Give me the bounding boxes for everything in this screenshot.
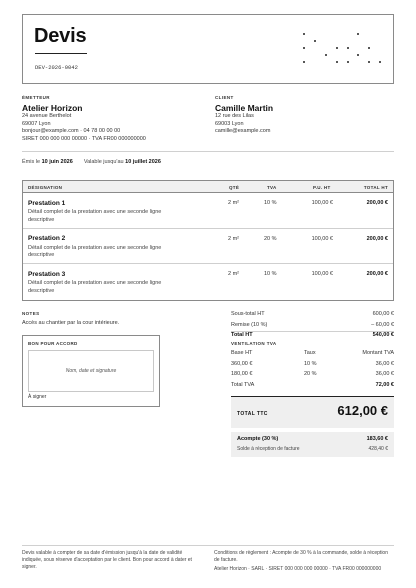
header-unit-price: P.U. HT (313, 184, 331, 190)
vat-amount: 36,00 € (375, 361, 394, 367)
emitter-address-line2: 69007 Lyon (22, 120, 51, 127)
item-unit-price: 100,00 € (311, 271, 333, 277)
header-total: TOTAL HT (363, 184, 388, 190)
emitter-address-line1: 24 avenue Berthelot (22, 113, 72, 119)
footer-validity: Devis valable à compter de sa date d'émission jusqu'à la date de validité indiquée, sous réserve d'acceptation par le client. Bon pour accord à dater et signer. (22, 550, 192, 571)
document-title: Devis (34, 25, 87, 47)
item-total: 200,00 € (366, 235, 388, 242)
vat-breakdown-label: VENTILATION TVA (231, 341, 277, 346)
item-description: Détail complet de la prestation avec une seconde ligne descriptive (28, 209, 162, 223)
dates-line (22, 159, 161, 165)
item-description: Détail complet de la prestation avec une seconde ligne descriptive (28, 280, 162, 294)
footer-terms-block (214, 550, 394, 574)
table-row (23, 264, 393, 300)
balance-value: 428,40 € (368, 446, 388, 452)
decor-dot (303, 33, 305, 35)
document-reference: DEV-2026-0042 (35, 64, 78, 71)
total-ttc-box (231, 396, 394, 428)
vat-base: 360,00 € (231, 361, 253, 367)
decor-dot (379, 61, 381, 63)
total-ht-row (231, 331, 394, 341)
signature-field[interactable] (28, 350, 154, 392)
table-row (23, 193, 393, 229)
decor-dot (357, 33, 359, 35)
footer-divider (22, 545, 394, 546)
signature-hint: Nom, date et signature (65, 368, 117, 374)
footer-payment-terms: Conditions de règlement : Acompte de 30 % à la commande, solde à réception de facture. (214, 550, 388, 564)
vat-base: 180,00 € (231, 371, 253, 377)
decor-dot (368, 47, 370, 49)
item-vat: 10 % (264, 200, 277, 206)
deposit-box (231, 432, 394, 457)
signature-status: À signer (28, 394, 47, 400)
decor-dot (336, 47, 338, 49)
discount-value: – 60,00 € (371, 322, 394, 328)
deposit-label: Acompte (30 %) (237, 436, 279, 442)
vat-amount: 36,00 € (375, 371, 394, 377)
decor-dot (336, 61, 338, 63)
vat-header-rate: Taux (304, 350, 316, 356)
total-vat-label: Total TVA (231, 382, 255, 388)
client-block (215, 95, 395, 136)
emitter-block (22, 95, 202, 143)
item-vat: 20 % (264, 235, 277, 242)
table-header (23, 181, 393, 193)
subtotal-value: 600,00 € (372, 311, 394, 317)
subtotal-label: Sous-total HT (231, 311, 265, 317)
valid-date: 10 juillet 2026 (125, 159, 161, 165)
valid-prefix: Valable jusqu'au (83, 159, 124, 165)
item-unit-price: 100,00 € (311, 235, 333, 242)
vat-rate: 20 % (304, 371, 317, 377)
section-divider (22, 151, 394, 152)
decor-dot (314, 40, 316, 42)
issued-date: 10 juin 2026 (41, 159, 73, 165)
item-total: 200,00 € (366, 271, 388, 277)
header-designation: DÉSIGNATION (28, 184, 63, 190)
total-ttc-value: 612,00 € (337, 403, 388, 418)
item-qty: 2 m² (228, 271, 239, 277)
issued-prefix: Émis le (22, 159, 41, 165)
notes-text: Accès au chantier par la cour intérieure. (22, 320, 120, 326)
decor-dot (325, 54, 327, 56)
vat-header-amount: Montant TVA (362, 350, 394, 356)
subtotal-row (231, 310, 394, 320)
total-vat-value: 72,00 € (375, 382, 394, 388)
item-qty: 2 m² (228, 235, 239, 242)
total-vat-row (231, 381, 394, 391)
client-email: camille@example.com (215, 128, 271, 135)
notes-label: NOTES (22, 311, 40, 316)
footer-company-ids: Atelier Horizon · SARL · SIRET 000 000 000 00000 · TVA FR00 000000000 (214, 566, 382, 573)
total-ttc-label: TOTAL TTC (237, 411, 268, 417)
discount-label: Remise (10 %) (231, 322, 268, 328)
item-name: Prestation 3 (28, 270, 66, 278)
client-address-line2: 69003 Lyon (215, 120, 244, 127)
balance-label: Solde à réception de facture (237, 446, 300, 452)
total-ht-value: 540,00 € (372, 332, 394, 338)
decor-dot (368, 61, 370, 63)
document-header (22, 14, 394, 84)
client-address-line1: 12 rue des Lilas (215, 113, 254, 119)
decor-dot (347, 47, 349, 49)
emitter-name: Atelier Horizon (22, 103, 83, 113)
decorative-dot-grid (301, 31, 387, 71)
emitter-label: ÉMETTEUR (22, 95, 50, 100)
items-table (22, 180, 394, 301)
vat-rate: 10 % (304, 361, 317, 367)
header-qty: QTÉ (229, 184, 240, 190)
total-ht-label: Total HT (231, 332, 253, 338)
client-name: Camille Martin (215, 103, 274, 113)
agreement-box (22, 335, 160, 407)
title-underline (35, 53, 87, 54)
decor-dot (347, 61, 349, 63)
table-row (23, 229, 393, 265)
emitter-ids: SIRET 000 000 000 00000 · TVA FR00 000000000 (22, 135, 146, 142)
item-name: Prestation 2 (28, 235, 66, 242)
discount-row (231, 321, 394, 331)
decor-dot (303, 47, 305, 49)
item-unit-price: 100,00 € (311, 200, 333, 206)
item-total: 200,00 € (366, 200, 388, 206)
client-label: CLIENT (215, 95, 234, 100)
item-description: Détail complet de la prestation avec une seconde ligne descriptive (28, 244, 162, 258)
item-name: Prestation 1 (28, 199, 66, 207)
item-qty: 2 m² (228, 200, 239, 206)
emitter-contact: bonjour@example.com · 04 78 00 00 00 (22, 128, 121, 135)
item-vat: 10 % (264, 271, 277, 277)
decor-dot (303, 61, 305, 63)
header-vat: TVA (267, 184, 277, 190)
decor-dot (357, 54, 359, 56)
agreement-label: BON POUR ACCORD (28, 341, 78, 346)
vat-header-base: Base HT (231, 350, 253, 356)
deposit-value: 183,60 € (366, 436, 388, 442)
